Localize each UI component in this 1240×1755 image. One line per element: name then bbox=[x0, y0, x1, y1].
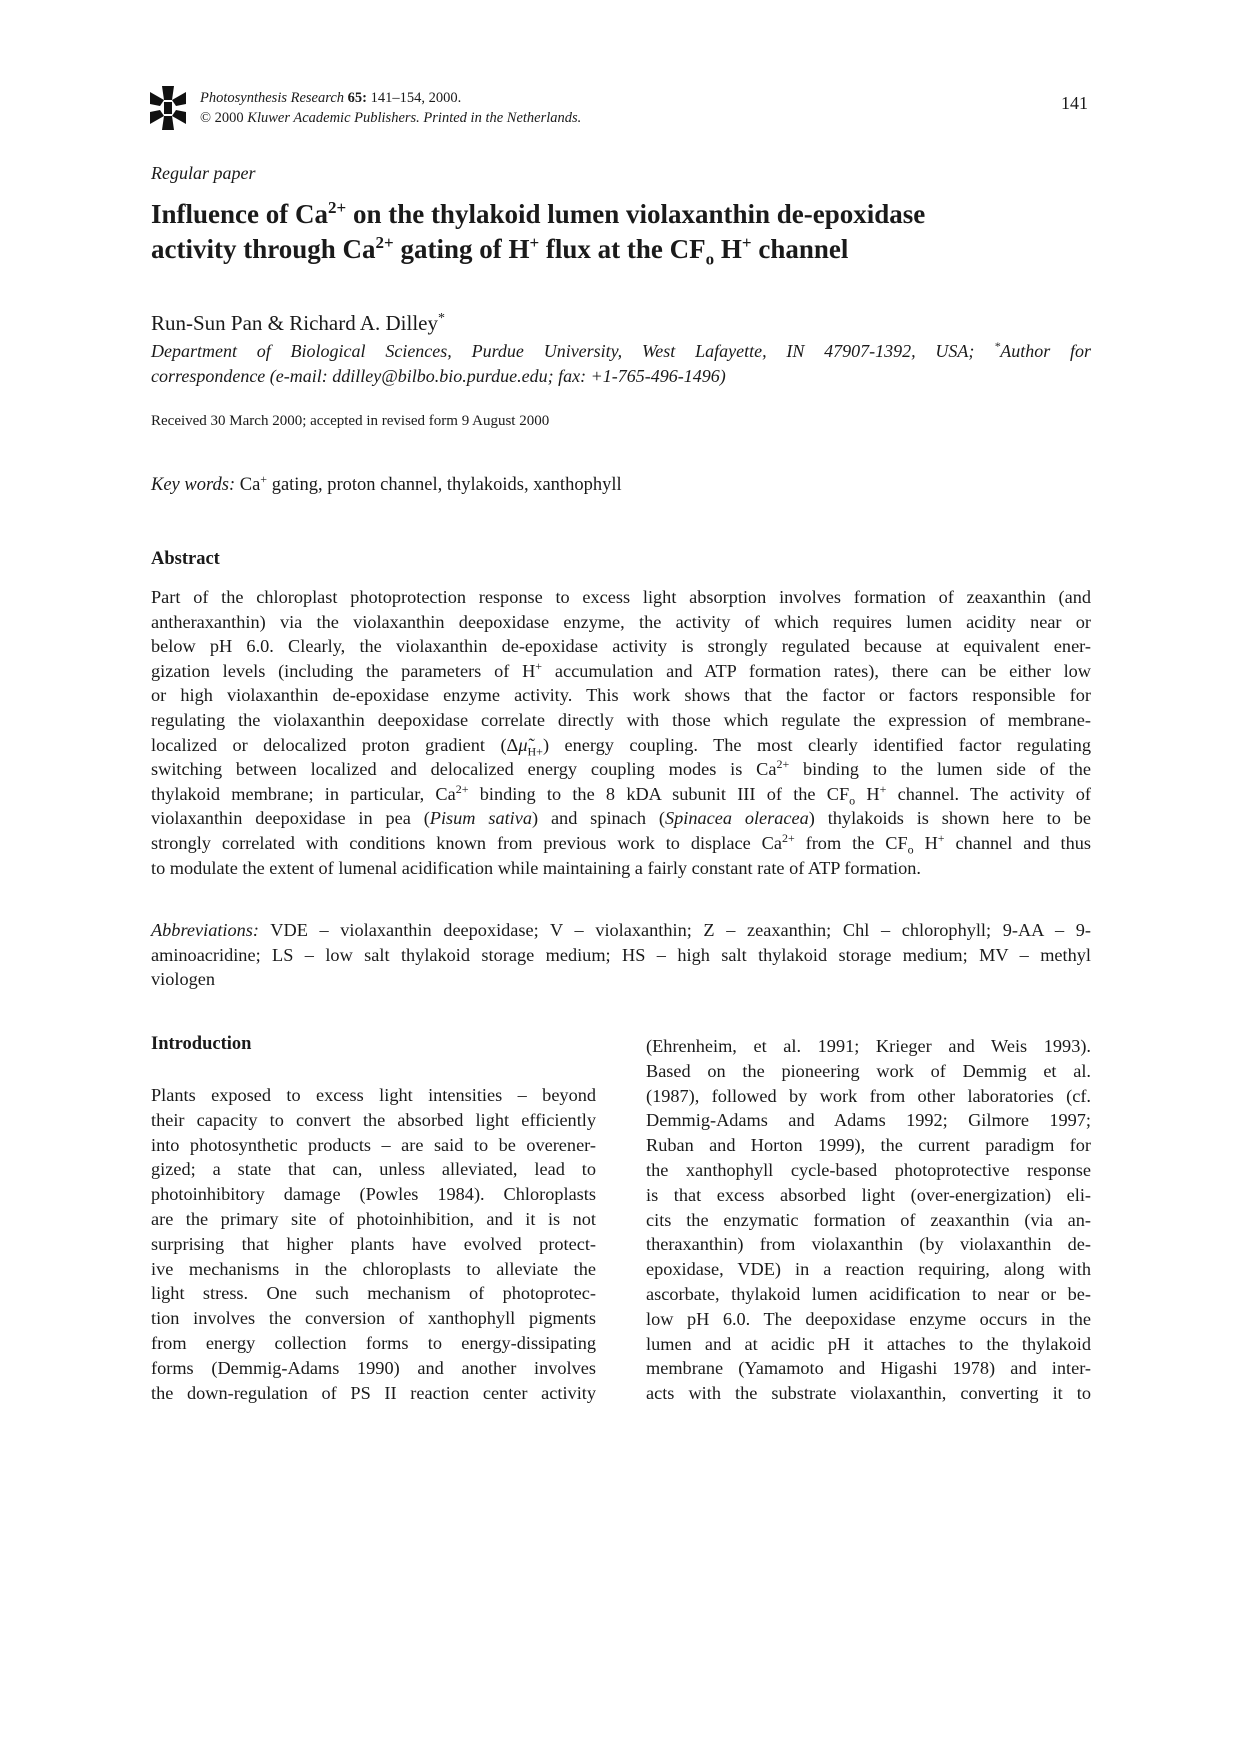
text-line: from energy collection forms to energy-dissipating bbox=[151, 1332, 596, 1353]
copyright: © 2000 bbox=[200, 110, 244, 126]
text-line: surprising that higher plants have evolved protect- bbox=[151, 1233, 596, 1254]
introduction-left-column bbox=[151, 1083, 596, 1405]
text-line: their capacity to convert the absorbed light efficiently bbox=[151, 1109, 596, 1130]
text-line: Plants exposed to excess light intensities – beyond bbox=[151, 1085, 596, 1105]
text-line: photoinhibitory damage (Powles 1984). Chloroplasts bbox=[151, 1184, 596, 1205]
text-line: lumen and at acidic pH it attaches to the thylakoid bbox=[646, 1333, 1091, 1354]
publisher: Kluwer Academic Publishers. bbox=[247, 110, 420, 126]
text-line: are the primary site of photoinhibition, and it is not bbox=[151, 1208, 596, 1229]
publisher-logo-icon bbox=[150, 86, 186, 130]
abbreviations: Abbreviations: VDE – violaxanthin deepoxidase; V – violaxanthin; Z – zeaxanthin; Chl – chlorophyll; 9-AA – 9- aminoacridine; LS – low salt thylakoid storage medium; HS – high salt thylakoid storage medium; MV – methyl viologen bbox=[151, 920, 1091, 990]
text-line: is that excess absorbed light (over-energization) eli- bbox=[646, 1184, 1091, 1205]
printed-location: Printed in the Netherlands. bbox=[423, 110, 582, 126]
text-line: ive mechanisms in the chloroplasts to alleviate the bbox=[151, 1258, 596, 1279]
journal-name: Photosynthesis Research bbox=[200, 90, 345, 106]
text-line: light stress. One such mechanism of photoprotec- bbox=[151, 1283, 596, 1304]
text-line: forms (Demmig-Adams 1990) and another involves bbox=[151, 1357, 596, 1378]
text-line: epoxidase, VDE) in a reaction requiring, along with bbox=[646, 1259, 1091, 1280]
introduction-right-column bbox=[646, 1034, 1091, 1406]
text-line: the xanthophyll cycle-based photoprotective response bbox=[646, 1159, 1091, 1180]
page-number: 141 bbox=[1061, 93, 1088, 113]
abbreviations-label: Abbreviations: bbox=[151, 920, 259, 940]
text-line: into photosynthetic products – are said to be overener- bbox=[151, 1134, 596, 1155]
text-line: Based on the pioneering work of Demmig et al. bbox=[646, 1060, 1091, 1081]
authors bbox=[151, 311, 445, 336]
text-line: low pH 6.0. The deepoxidase enzyme occurs in the bbox=[646, 1308, 1091, 1329]
text-line: gized; a state that can, unless alleviated, lead to bbox=[151, 1159, 596, 1180]
text-line: theraxanthin) from violaxanthin (by violaxanthin de- bbox=[646, 1234, 1091, 1255]
affiliation: Department of Biological Sciences, Purdue University, West Lafayette, IN 47907-1392, USA; *Author for correspondence (e-mail: ddilley@bilbo.bio.purdue.edu; fax: +1-765-496-1496) bbox=[151, 339, 1091, 386]
keywords: Key words: Ca+ gating, proton channel, thylakoids, xanthophyll bbox=[151, 471, 622, 495]
text-line: Demmig-Adams and Adams 1992; Gilmore 1997; bbox=[646, 1110, 1091, 1131]
text-line: (Ehrenheim, et al. 1991; Krieger and Weis 1993). bbox=[646, 1036, 1091, 1056]
text-line: membrane (Yamamoto and Higashi 1978) and inter- bbox=[646, 1358, 1091, 1379]
journal-pages-year: 141–154, 2000. bbox=[370, 90, 462, 106]
keywords-label: Key words: bbox=[151, 475, 236, 495]
journal-citation bbox=[200, 88, 581, 128]
text-line: the down-regulation of PS II reaction center activity bbox=[151, 1382, 596, 1403]
text-line: Ruban and Horton 1999), the current paradigm for bbox=[646, 1135, 1091, 1156]
text-line: cits the enzymatic formation of zeaxanthin (via an- bbox=[646, 1209, 1091, 1230]
abstract-heading: Abstract bbox=[151, 549, 220, 569]
text-line: (1987), followed by work from other laboratories (cf. bbox=[646, 1085, 1091, 1106]
text-line: tion involves the conversion of xanthophyll pigments bbox=[151, 1308, 596, 1329]
text-line: ascorbate, thylakoid lumen acidification to near or be- bbox=[646, 1283, 1091, 1304]
correspondence-mark: * bbox=[438, 311, 445, 326]
abstract-body: Part of the chloroplast photoprotection response to excess light absorption involves formation of zeaxanthin (and antheraxanthin) via the violaxanthin deepoxidase enzyme, the activity of which requires lumen acidity near or below pH 6.0. Clearly, the violaxanthin de-epoxidase activity is strongly regulated because at equivalent ener- gization levels (including the parameters of H+ accumulation and ATP formation rates), there can be either low or high violaxanthin de-epoxidase enzyme activity. This work shows that the factor or factors responsible for regulating the violaxanthin deepoxidase correlate directly with those which regulate the expression of membrane- localized or delocalized proton gradient $(\Delta\mũ_{H+})$ energy coupling. The most clearly identified factor regulating switching between localized and delocalized energy coupling modes is $Ca^{2+}$ binding to the lumen side of the thylakoid membrane; in particular, $Ca^{2+}$ binding to the 8 kDA subunit III of the $CF_o$ H+ channel. The activity of violaxanthin deepoxidase in pea (Pisum sativa) and spinach (Spinacea oleracea) thylakoids is shown here to be strongly correlated with conditions known from previous work to displace $Ca^{2+}$ from the $CF_o$ H+ channel and thus to modulate the extent of lumenal acidification while maintaining a fairly constant rate of ATP formation. bbox=[151, 587, 1092, 878]
paper-type: Regular paper bbox=[151, 163, 256, 183]
journal-volume: 65: bbox=[347, 90, 367, 106]
author-names: Run-Sun Pan & Richard A. Dilley bbox=[151, 311, 438, 335]
introduction-heading: Introduction bbox=[151, 1034, 252, 1054]
paper-title: Influence of $Ca^{2+}$ on the thylakoid lumen violaxanthin de-epoxidase activity through $Ca^{2+}$ gating of H+ flux at the $CF_o$ H+ channel bbox=[151, 198, 926, 269]
received-dates: Received 30 March 2000; accepted in revised form 9 August 2000 bbox=[151, 413, 550, 429]
text-line: acts with the substrate violaxanthin, converting it to bbox=[646, 1383, 1091, 1404]
